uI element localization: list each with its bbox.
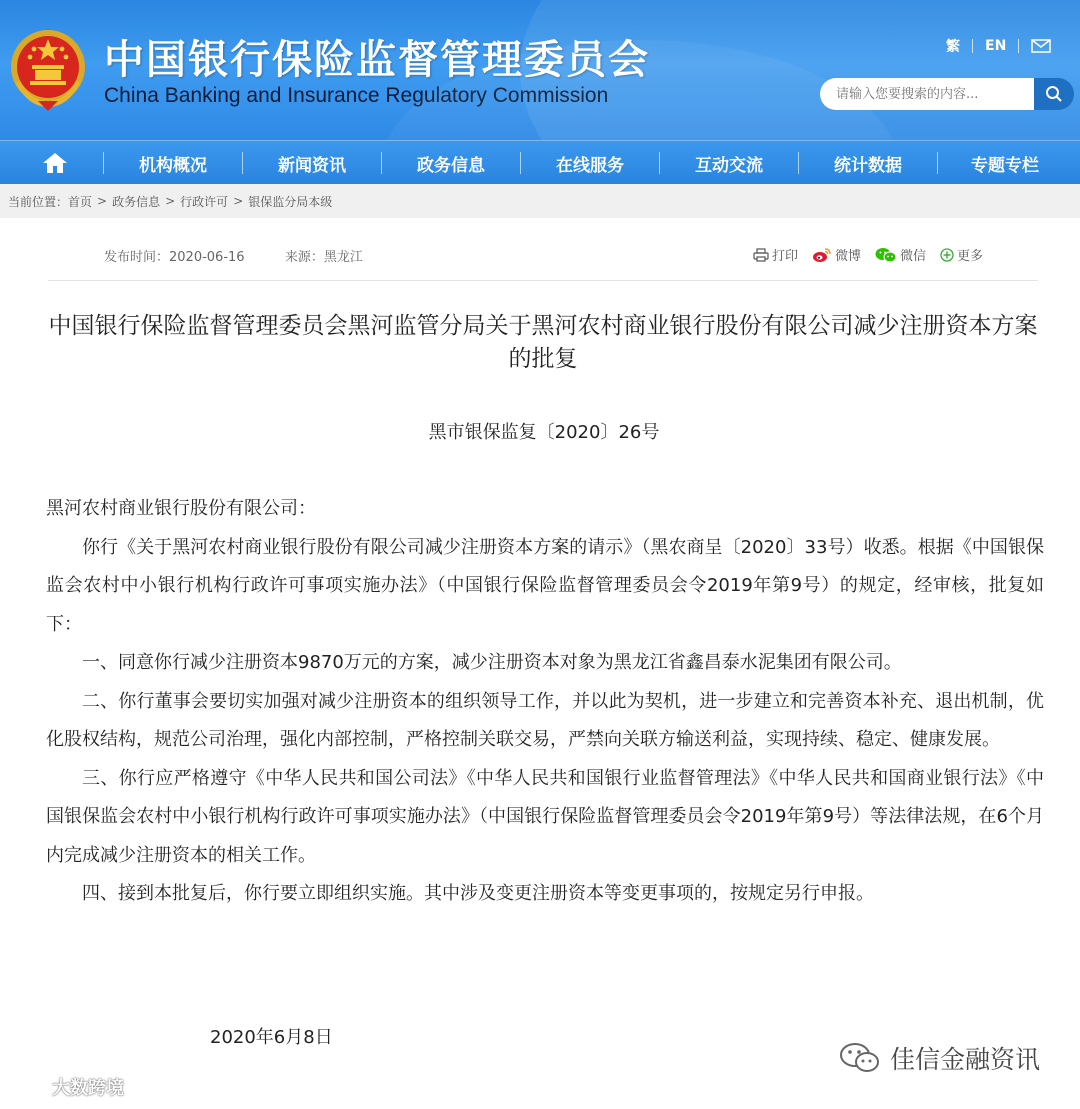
wechat-label: 微信 — [900, 249, 927, 264]
divider — [1018, 39, 1019, 53]
breadcrumb-admin-license[interactable]: 行政许可 — [180, 194, 229, 209]
weibo-outline-icon — [8, 1076, 48, 1098]
english-link[interactable]: EN — [985, 38, 1007, 54]
breadcrumb-home[interactable]: 首页 — [68, 194, 93, 209]
document-number: 黑市银保监复〔2020〕26号 — [428, 422, 660, 443]
document-paragraph: 你行《关于黑河农村商业银行股份有限公司减少注册资本方案的请示》（黑农商呈〔2020〕33号）收悉。根据《中国银保监会农村中小银行机构行政许可事项实施办法》（中国银行保险监督管理委员会令2019年第9号）的规定，经审核，批复如下： — [46, 536, 1044, 635]
search-icon — [1045, 85, 1063, 103]
site-title-en: China Banking and Insurance Regulatory Commission — [104, 84, 609, 107]
publish-time: 发布时间：2020-06-16 — [104, 250, 245, 265]
breadcrumb — [0, 184, 1080, 218]
breadcrumb-separator: > — [233, 194, 244, 208]
more-label: 更多 — [957, 249, 984, 264]
document-date: 2020年6月8日 — [210, 1027, 333, 1048]
wechat-outline-icon — [838, 1041, 882, 1075]
print-button[interactable] — [753, 245, 798, 264]
document-addressee: 黑河农村商业银行股份有限公司： — [46, 498, 316, 519]
watermark-jiaxin — [838, 1040, 1040, 1076]
nav-item-government-info[interactable]: 政务信息 — [417, 155, 485, 176]
plus-circle-icon — [940, 248, 954, 262]
home-icon — [42, 152, 68, 174]
wechat-icon — [875, 247, 897, 263]
divider — [972, 39, 973, 53]
document-paragraph: 四、接到本批复后，你行要立即组织实施。其中涉及变更注册资本等变更事项的，按规定另行申报。 — [82, 883, 874, 904]
article-source: 来源：黑龙江 — [284, 250, 363, 265]
document-paragraph: 一、同意你行减少注册资本9870万元的方案，减少注册资本对象为黑龙江省鑫昌泰水泥集团有限公司。 — [82, 652, 902, 673]
breadcrumb-label: 当前位置： — [8, 194, 69, 209]
traditional-chinese-link[interactable]: 繁 — [946, 39, 960, 55]
document-paragraph: 三、你行应严格遵守《中华人民共和国公司法》《中华人民共和国银行业监督管理法》《中华人民共和国商业银行法》《中国银保监会农村中小银行机构行政许可事项实施办法》（中国银行保险监督管理委员会令2019年第9号）等法律法规，在6个月内完成减少注册资本的相关工作。 — [46, 767, 1044, 866]
article-meta — [104, 246, 363, 265]
watermark-dashu-text: 大数跨境 — [52, 1078, 124, 1099]
breadcrumb-government-info[interactable]: 政务信息 — [112, 194, 161, 209]
share-wechat-button[interactable] — [875, 245, 926, 264]
nav-item-special-topics[interactable]: 专题专栏 — [971, 155, 1039, 176]
printer-icon — [753, 248, 769, 262]
document-body — [46, 490, 1044, 914]
search-button[interactable] — [1034, 78, 1074, 110]
share-weibo-button[interactable] — [812, 245, 861, 264]
site-header — [0, 0, 1080, 140]
article-panel — [8, 218, 1072, 1109]
document-title: 中国银行保险监督管理委员会黑河监管分局关于黑河农村商业银行股份有限公司减少注册资本方案的批复 — [48, 313, 1038, 372]
nav-item-about[interactable]: 机构概况 — [139, 155, 207, 176]
main-nav — [0, 140, 1080, 184]
document-paragraph: 二、你行董事会要切实加强对减少注册资本的组织领导工作，并以此为契机，进一步建立和完善资本补充、退出机制，优化股权结构，规范公司治理，强化内部控制，严格控制关联交易，严禁向关联方输送利益，实现持续、稳定、健康发展。 — [46, 690, 1044, 750]
print-label: 打印 — [772, 249, 799, 264]
share-more-button[interactable] — [940, 245, 983, 264]
nav-item-interaction[interactable]: 互动交流 — [695, 155, 763, 176]
nav-item-statistics[interactable]: 统计数据 — [834, 155, 902, 176]
top-links — [946, 36, 1051, 56]
weibo-label: 微博 — [835, 249, 862, 264]
search-input[interactable] — [820, 78, 1034, 110]
breadcrumb-separator: > — [165, 194, 176, 208]
mail-icon[interactable] — [1031, 39, 1051, 53]
site-title-cn: 中国银行保险监督管理委员会 — [104, 37, 650, 83]
breadcrumb-separator: > — [97, 194, 108, 208]
nav-item-news[interactable]: 新闻资讯 — [278, 155, 346, 176]
breadcrumb-branch-level[interactable]: 银保监分局本级 — [248, 194, 333, 209]
share-toolbar — [753, 245, 997, 264]
watermark-dashu — [8, 1074, 124, 1100]
watermark-jiaxin-text: 佳信金融资讯 — [890, 1045, 1041, 1074]
nav-item-online-service[interactable]: 在线服务 — [556, 155, 624, 176]
weibo-icon — [812, 247, 832, 263]
national-emblem-icon — [8, 27, 88, 111]
meta-divider — [48, 280, 1038, 281]
nav-home[interactable] — [22, 141, 88, 185]
